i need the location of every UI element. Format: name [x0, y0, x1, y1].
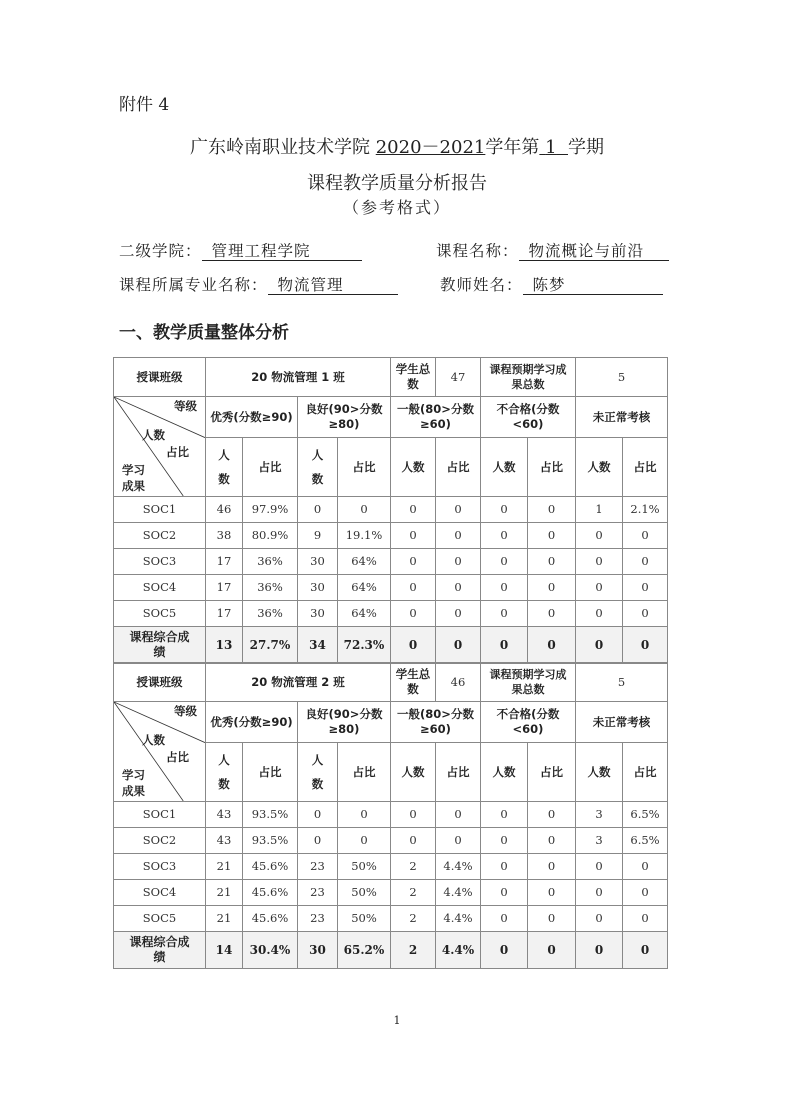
- ratio-cell: 0: [338, 828, 391, 854]
- outcome-row: [114, 497, 668, 523]
- ratio-cell: 93.5%: [243, 802, 298, 828]
- diag-grade-label: 等级: [174, 704, 197, 718]
- diag-ratio-label: 占比: [166, 445, 189, 459]
- ratio-cell: 0: [528, 549, 576, 575]
- count-cell: 1: [576, 497, 623, 523]
- teacher-value: 陈梦: [523, 276, 663, 295]
- count-cell: 0: [481, 802, 528, 828]
- count-cell: 30: [298, 575, 338, 601]
- count-header: 人数: [391, 438, 436, 497]
- count-cell: 0: [391, 802, 436, 828]
- count-cell: 3: [576, 802, 623, 828]
- total-count-cell: 0: [391, 627, 436, 664]
- count-cell: 0: [481, 575, 528, 601]
- ratio-cell: 19.1%: [338, 523, 391, 549]
- ratio-header: 占比: [436, 743, 481, 802]
- outcome-name: SOC1: [114, 802, 206, 828]
- ratio-cell: 36%: [243, 601, 298, 627]
- grade-fail: 不合格(分数<60): [481, 397, 576, 438]
- count-cell: 0: [576, 523, 623, 549]
- count-cell: 38: [206, 523, 243, 549]
- total-ratio-cell: 27.7%: [243, 627, 298, 664]
- outcome-row: [114, 906, 668, 932]
- total-students-label: 学生总数: [391, 358, 436, 397]
- ratio-cell: 0: [338, 497, 391, 523]
- total-row-label: 课程综合成绩: [114, 627, 206, 664]
- ratio-cell: 0: [436, 828, 481, 854]
- ratio-cell: 36%: [243, 549, 298, 575]
- count-cell: 23: [298, 880, 338, 906]
- count-cell: 21: [206, 906, 243, 932]
- count-cell: 0: [391, 575, 436, 601]
- count-cell: 0: [481, 497, 528, 523]
- college-value: 管理工程学院: [202, 242, 362, 261]
- course-label: 课程名称：: [436, 242, 519, 260]
- grade-good: 良好(90>分数≥80): [298, 702, 391, 743]
- course-field: [436, 239, 669, 261]
- count-cell: 2: [391, 880, 436, 906]
- outcome-row: [114, 523, 668, 549]
- count-header: 人数: [576, 438, 623, 497]
- ratio-header: 占比: [528, 438, 576, 497]
- count-cell: 2: [391, 854, 436, 880]
- total-ratio-cell: 0: [528, 627, 576, 664]
- count-header: 人数: [576, 743, 623, 802]
- total-count-cell: 34: [298, 627, 338, 664]
- total-ratio-cell: 0: [623, 627, 668, 664]
- outcome-row: [114, 802, 668, 828]
- ratio-header: 占比: [338, 743, 391, 802]
- outcome-name: SOC3: [114, 549, 206, 575]
- count-cell: 0: [576, 854, 623, 880]
- total-ratio-cell: 0: [528, 932, 576, 969]
- grade-excellent: 优秀(分数≥90): [206, 397, 298, 438]
- grade-header-row: [114, 397, 668, 438]
- count-cell: 30: [298, 601, 338, 627]
- total-count-cell: 13: [206, 627, 243, 664]
- total-ratio-cell: 72.3%: [338, 627, 391, 664]
- total-ratio-cell: 65.2%: [338, 932, 391, 969]
- total-count-cell: 0: [481, 627, 528, 664]
- count-cell: 0: [576, 906, 623, 932]
- grade-fail: 不合格(分数<60): [481, 702, 576, 743]
- ratio-cell: 0: [528, 802, 576, 828]
- major-value: 物流管理: [268, 276, 398, 295]
- ratio-cell: 97.9%: [243, 497, 298, 523]
- total-count-cell: 30: [298, 932, 338, 969]
- count-cell: 17: [206, 549, 243, 575]
- ratio-cell: 50%: [338, 854, 391, 880]
- grade-average: 一般(80>分数≥60): [391, 397, 481, 438]
- college-field: [119, 239, 362, 261]
- count-cell: 0: [481, 880, 528, 906]
- ratio-header: 占比: [528, 743, 576, 802]
- ratio-cell: 93.5%: [243, 828, 298, 854]
- count-cell: 23: [298, 906, 338, 932]
- ratio-cell: 45.6%: [243, 880, 298, 906]
- outcome-name: SOC1: [114, 497, 206, 523]
- diag-outcome-label-1: 学习: [122, 768, 145, 782]
- ratio-cell: 36%: [243, 575, 298, 601]
- grade-excellent: 优秀(分数≥90): [206, 702, 298, 743]
- major-label: 课程所属专业名称：: [119, 276, 268, 294]
- count-cell: 0: [576, 549, 623, 575]
- ratio-header: 占比: [243, 438, 298, 497]
- ratio-header: 占比: [436, 438, 481, 497]
- outcome-name: SOC4: [114, 575, 206, 601]
- class-label: 授课班级: [114, 663, 206, 702]
- ratio-cell: 2.1%: [623, 497, 668, 523]
- count-cell: 0: [391, 601, 436, 627]
- count-cell: 0: [481, 549, 528, 575]
- ratio-cell: 0: [528, 523, 576, 549]
- count-cell: 23: [298, 854, 338, 880]
- expected-outcomes-value: 5: [576, 358, 668, 397]
- count-cell: 43: [206, 802, 243, 828]
- ratio-cell: 0: [623, 549, 668, 575]
- diag-count-label: 人数: [142, 733, 165, 747]
- class-name: 20 物流管理 2 班: [206, 663, 391, 702]
- count-cell: 0: [391, 828, 436, 854]
- teacher-label: 教师姓名：: [440, 276, 523, 294]
- report-title-line1: [0, 133, 794, 159]
- expected-outcomes-label: 课程预期学习成果总数: [481, 663, 576, 702]
- outcome-row: [114, 549, 668, 575]
- total-count-cell: 0: [576, 932, 623, 969]
- grade-header-row: [114, 702, 668, 743]
- ratio-cell: 0: [528, 906, 576, 932]
- diag-outcome-label-2: 成果: [122, 784, 145, 798]
- count-cell: 0: [391, 523, 436, 549]
- ratio-cell: 0: [623, 601, 668, 627]
- academic-years: 2020－2021: [375, 137, 486, 158]
- ratio-header: 占比: [338, 438, 391, 497]
- grade-distribution-table-1: [113, 357, 668, 664]
- ratio-cell: 0: [436, 523, 481, 549]
- diag-grade-label: 等级: [174, 399, 197, 413]
- ratio-cell: 0: [623, 854, 668, 880]
- count-cell: 0: [298, 802, 338, 828]
- report-subtitle: （参考格式）: [342, 198, 451, 217]
- ratio-cell: 0: [528, 854, 576, 880]
- ratio-header: 占比: [623, 743, 668, 802]
- ratio-cell: 64%: [338, 575, 391, 601]
- ratio-cell: 0: [436, 601, 481, 627]
- page-number: 1: [393, 1014, 401, 1027]
- count-header: 人数: [481, 438, 528, 497]
- ratio-cell: 6.5%: [623, 828, 668, 854]
- ratio-cell: 0: [528, 497, 576, 523]
- class-name: 20 物流管理 1 班: [206, 358, 391, 397]
- count-cell: 3: [576, 828, 623, 854]
- count-cell: 0: [481, 854, 528, 880]
- ratio-cell: 4.4%: [436, 906, 481, 932]
- count-cell: 0: [481, 828, 528, 854]
- ratio-cell: 45.6%: [243, 906, 298, 932]
- outcome-name: SOC2: [114, 828, 206, 854]
- teacher-field: [440, 273, 663, 295]
- ratio-cell: 0: [623, 523, 668, 549]
- year-suffix: 学年第: [485, 137, 540, 158]
- attachment-label: 附件 4: [119, 95, 170, 115]
- ratio-cell: 0: [528, 601, 576, 627]
- count-cell: 17: [206, 601, 243, 627]
- count-cell: 0: [576, 601, 623, 627]
- class-info-row: [114, 358, 668, 397]
- count-cell: 0: [391, 549, 436, 575]
- outcome-name: SOC5: [114, 601, 206, 627]
- class-info-row: [114, 663, 668, 702]
- total-students-label: 学生总数: [391, 663, 436, 702]
- count-cell: 0: [298, 497, 338, 523]
- total-count-cell: 2: [391, 932, 436, 969]
- grade-absent: 未正常考核: [576, 702, 668, 743]
- count-cell: 43: [206, 828, 243, 854]
- count-cell: 0: [391, 497, 436, 523]
- ratio-cell: 0: [436, 802, 481, 828]
- grade-absent: 未正常考核: [576, 397, 668, 438]
- grade-good: 良好(90>分数≥80): [298, 397, 391, 438]
- count-header: 人数: [206, 438, 243, 497]
- class-label: 授课班级: [114, 358, 206, 397]
- outcome-row: [114, 828, 668, 854]
- count-cell: 0: [481, 601, 528, 627]
- ratio-cell: 0: [436, 497, 481, 523]
- ratio-cell: 0: [528, 880, 576, 906]
- ratio-header: 占比: [623, 438, 668, 497]
- count-cell: 0: [298, 828, 338, 854]
- ratio-cell: 4.4%: [436, 880, 481, 906]
- diag-ratio-label: 占比: [166, 750, 189, 764]
- count-cell: 17: [206, 575, 243, 601]
- ratio-cell: 50%: [338, 880, 391, 906]
- major-field: [119, 273, 398, 295]
- count-header: 人数: [298, 438, 338, 497]
- ratio-cell: 64%: [338, 549, 391, 575]
- ratio-cell: 0: [436, 549, 481, 575]
- total-count-cell: 0: [576, 627, 623, 664]
- diag-count-label: 人数: [142, 428, 165, 442]
- outcome-row: [114, 601, 668, 627]
- count-cell: 2: [391, 906, 436, 932]
- count-cell: 0: [481, 906, 528, 932]
- expected-outcomes-label: 课程预期学习成果总数: [481, 358, 576, 397]
- expected-outcomes-value: 5: [576, 663, 668, 702]
- term-suffix: 学期: [568, 137, 604, 158]
- outcome-name: SOC2: [114, 523, 206, 549]
- outcome-name: SOC4: [114, 880, 206, 906]
- ratio-cell: 50%: [338, 906, 391, 932]
- total-count-cell: 14: [206, 932, 243, 969]
- ratio-cell: 0: [623, 575, 668, 601]
- outcome-row: [114, 575, 668, 601]
- ratio-cell: 0: [338, 802, 391, 828]
- total-students-value: 46: [436, 663, 481, 702]
- ratio-cell: 6.5%: [623, 802, 668, 828]
- grade-distribution-table-2: [113, 662, 668, 969]
- total-ratio-cell: 0: [623, 932, 668, 969]
- ratio-cell: 0: [528, 828, 576, 854]
- count-cell: 30: [298, 549, 338, 575]
- count-header: 人数: [206, 743, 243, 802]
- count-cell: 0: [576, 575, 623, 601]
- ratio-cell: 0: [623, 880, 668, 906]
- total-row-label: 课程综合成绩: [114, 932, 206, 969]
- total-ratio-cell: 0: [436, 627, 481, 664]
- course-total-row: [114, 627, 668, 664]
- count-cell: 0: [576, 880, 623, 906]
- school-name: 广东岭南职业技术学院: [190, 137, 370, 158]
- ratio-cell: 64%: [338, 601, 391, 627]
- ratio-cell: 0: [623, 906, 668, 932]
- outcome-row: [114, 880, 668, 906]
- total-students-value: 47: [436, 358, 481, 397]
- total-ratio-cell: 4.4%: [436, 932, 481, 969]
- count-header: 人数: [391, 743, 436, 802]
- ratio-cell: 80.9%: [243, 523, 298, 549]
- ratio-cell: 0: [528, 575, 576, 601]
- course-total-row: [114, 932, 668, 969]
- count-header: 人数: [481, 743, 528, 802]
- count-cell: 21: [206, 854, 243, 880]
- count-cell: 9: [298, 523, 338, 549]
- outcome-name: SOC5: [114, 906, 206, 932]
- count-cell: 21: [206, 880, 243, 906]
- count-cell: 0: [481, 523, 528, 549]
- outcome-row: [114, 854, 668, 880]
- report-title: 课程教学质量分析报告: [307, 173, 487, 194]
- college-label: 二级学院：: [119, 242, 202, 260]
- outcome-name: SOC3: [114, 854, 206, 880]
- count-header: 人数: [298, 743, 338, 802]
- term-number: 1: [545, 137, 557, 158]
- diag-outcome-label-2: 成果: [122, 479, 145, 493]
- diagonal-header-cell: [114, 702, 206, 802]
- course-value: 物流概论与前沿: [519, 242, 669, 261]
- total-ratio-cell: 30.4%: [243, 932, 298, 969]
- section-title: 一、教学质量整体分析: [119, 323, 289, 343]
- ratio-cell: 45.6%: [243, 854, 298, 880]
- diag-outcome-label-1: 学习: [122, 463, 145, 477]
- ratio-cell: 4.4%: [436, 854, 481, 880]
- count-cell: 46: [206, 497, 243, 523]
- diagonal-header-cell: [114, 397, 206, 497]
- grade-average: 一般(80>分数≥60): [391, 702, 481, 743]
- ratio-cell: 0: [436, 575, 481, 601]
- total-count-cell: 0: [481, 932, 528, 969]
- ratio-header: 占比: [243, 743, 298, 802]
